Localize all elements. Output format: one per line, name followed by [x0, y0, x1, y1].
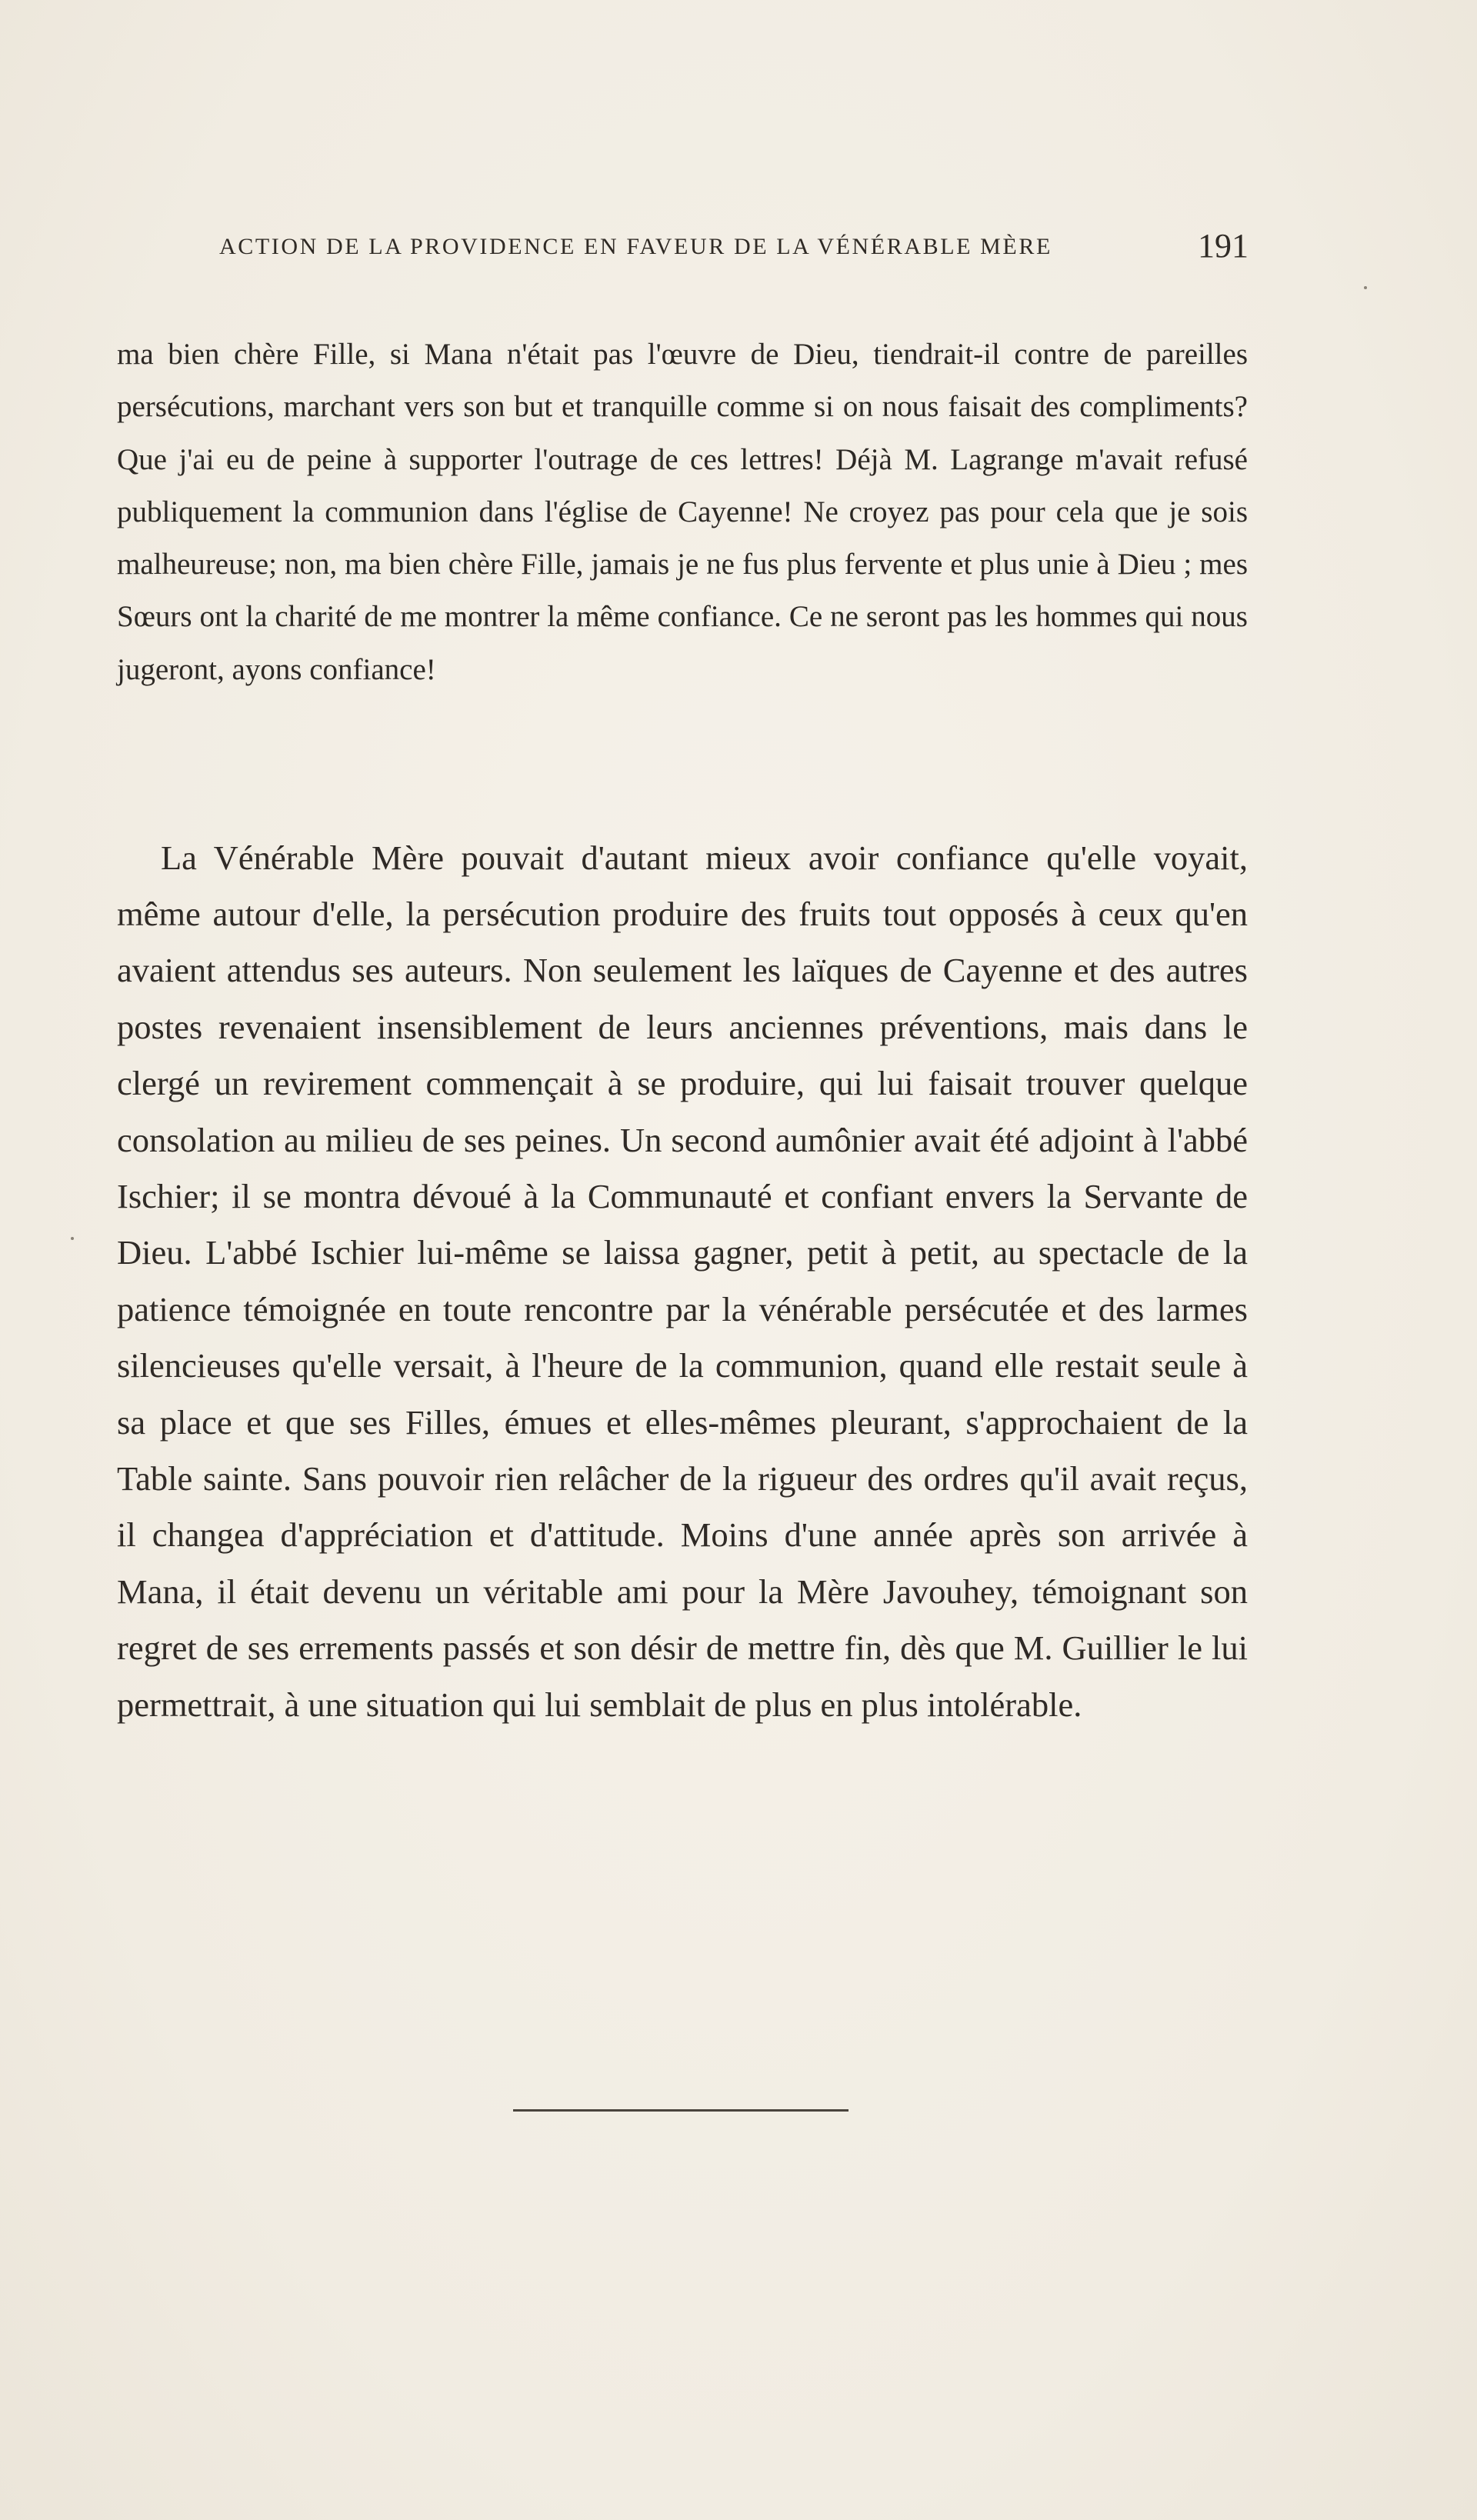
- narrative-paragraph: La Vénérable Mère pouvait d'autant mieux avoir confiance qu'elle voyait, même autour d'elle, la persécution produire des fruits tout opposés à ceux qu'en avaient attendus ses auteurs. Non seulement les laïques de Cayenne et des autres postes revenaient insensiblement de leurs anciennes préventions, mais dans le clergé un revirement commençait à se produire, qui lui faisait trouver quelque consolation au milieu de ses peines. Un second aumônier avait été adjoint à l'abbé Ischier; il se montra dévoué à la Communauté et confiant envers la Servante de Dieu. L'abbé Ischier lui-même se laissa gagner, petit à petit, au spectacle de la patience témoignée en toute rencontre par la vénérable persécutée et des larmes silencieuses qu'elle versait, à l'heure de la communion, quand elle restait seule à sa place et que ses Filles, émues et elles-mêmes pleurant, s'approchaient de la Table sainte. Sans pouvoir rien relâcher de la rigueur des ordres qu'il avait reçus, il changea d'appréciation et d'attitude. Moins d'une année après son arrivée à Mana, il était devenu un véritable ami pour la Mère Javouhey, témoignant son regret de ses errements passés et son désir de mettre fin, dès que M. Guillier le lui permettrait, à une situation qui lui semblait de plus en plus intolérable.: [117, 838, 1248, 1724]
- letter-quote-paragraph: ma bien chère Fille, si Mana n'était pas l'œuvre de Dieu, tiendrait-il contre de pareilles persécutions, marchant vers son but et tranquille comme si on nous faisait des compliments? Que j'ai eu de peine à supporter l'outrage de ces lettres! Déjà M. Lagrange m'avait refusé publiquement la communion dans l'église de Cayenne! Ne croyez pas pour cela que je sois malheureuse; non, ma bien chère Fille, jamais je ne fus plus fervente et plus unie à Dieu ; mes Sœurs ont la charité de me montrer la même confiance. Ce ne seront pas les hommes qui nous jugeront, ayons confiance!: [117, 338, 1248, 686]
- running-head: [219, 229, 1249, 268]
- paper-speck: [71, 1237, 74, 1240]
- paper-speck: [1364, 286, 1367, 289]
- running-title: ACTION DE LA PROVIDENCE EN FAVEUR DE LA VÉNÉRABLE MÈRE: [219, 234, 1052, 259]
- section-end-rule: [513, 2109, 849, 2112]
- page-number: 191: [1198, 227, 1249, 265]
